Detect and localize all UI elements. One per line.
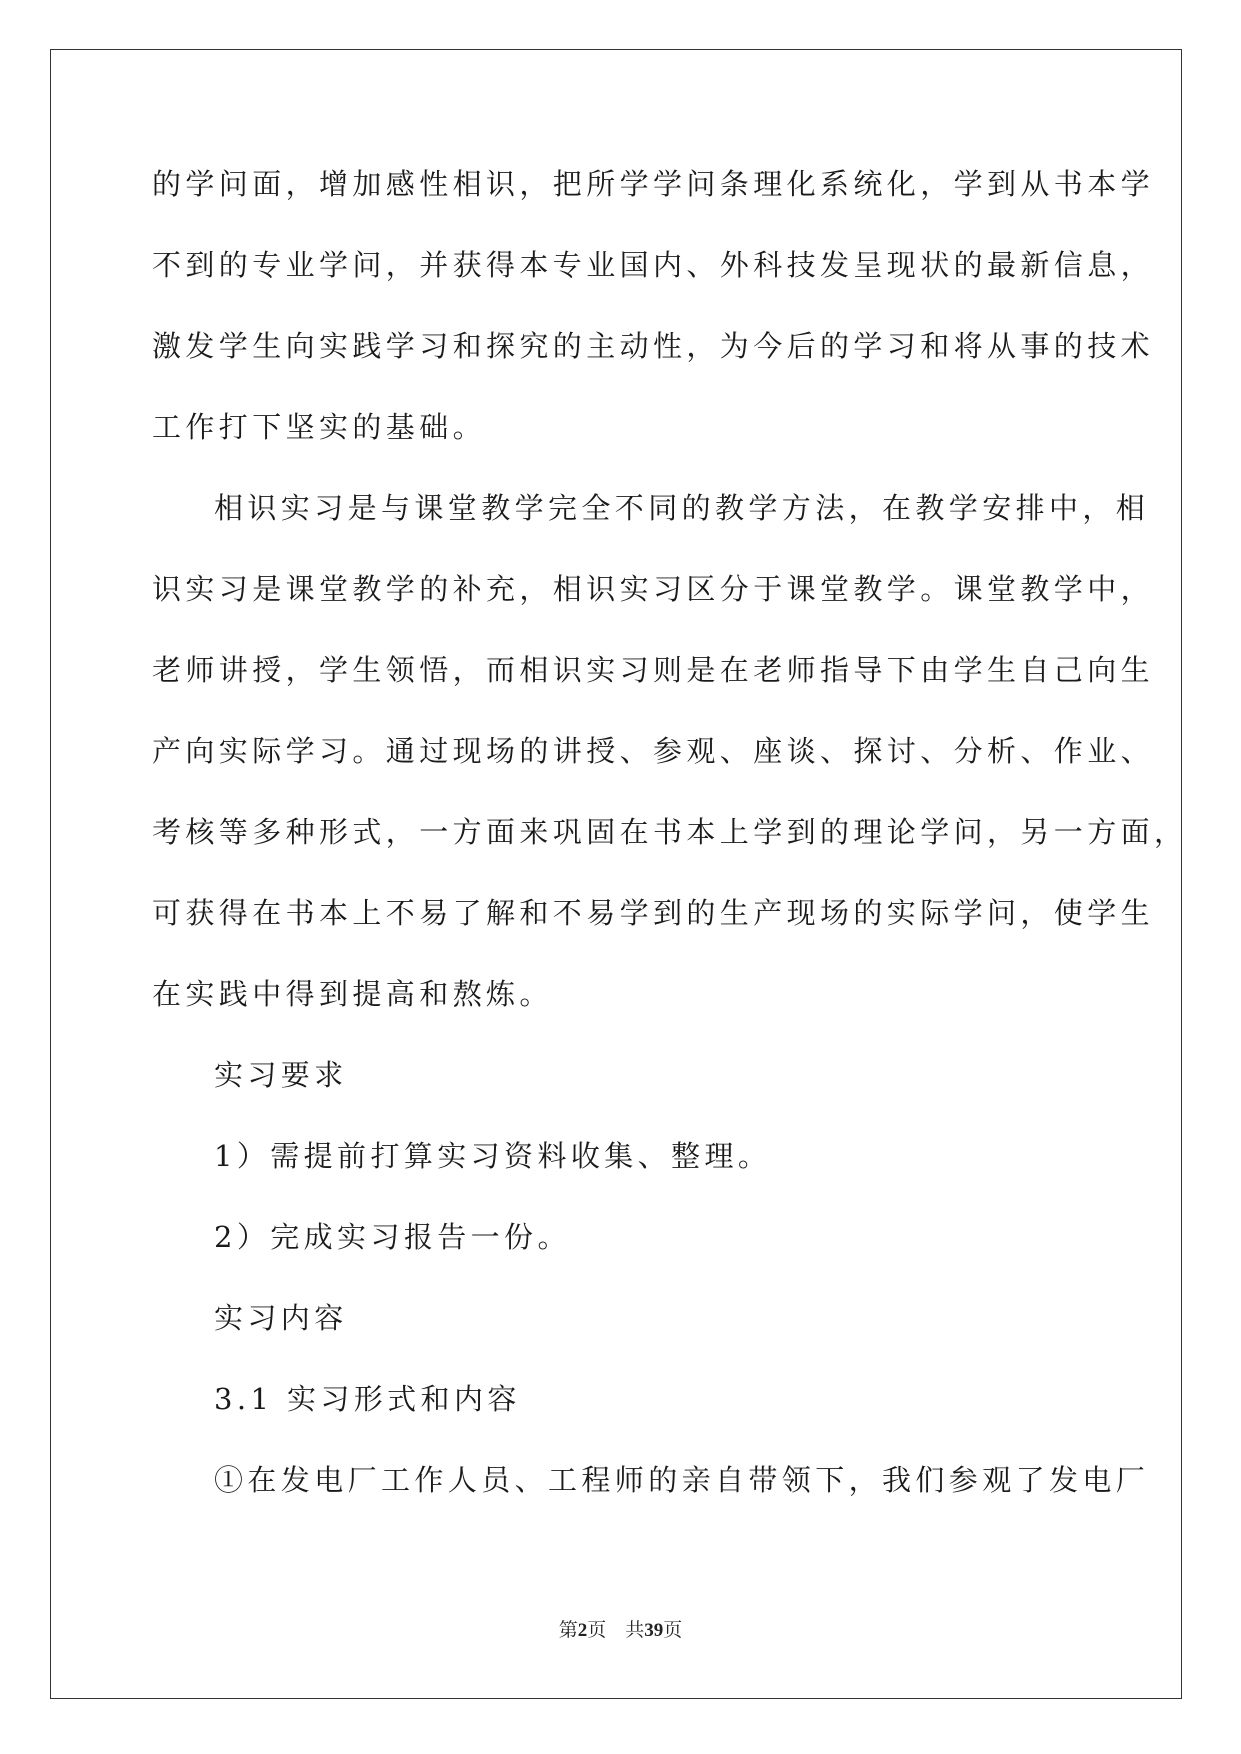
text-line: 不到的专业学问，并获得本专业国内、外科技发呈现状的最新信息， (152, 248, 1155, 282)
text-line: 工作打下坚实的基础。 (152, 410, 487, 444)
document-body (152, 165, 1188, 1542)
text-line: 在实践中得到提高和熬炼。 (152, 977, 553, 1011)
text-line: ①在发电厂工作人员、工程师的亲自带领下，我们参观了发电厂 (214, 1463, 1150, 1497)
page-footer (0, 1615, 1241, 1642)
text-line: 老师讲授，学生领悟，而相识实习则是在老师指导下由学生自己向生 (152, 653, 1155, 687)
text-line: 的学问面，增加感性相识，把所学学问条理化系统化，学到从书本学 (152, 167, 1155, 201)
text-line: 可获得在书本上不易了解和不易学到的生产现场的实际学问，使学生 (152, 896, 1155, 930)
text-line: 实习要求 (214, 1058, 348, 1092)
page-suffix: 页 (587, 1620, 607, 1641)
text-line: 2）完成实习报告一份。 (214, 1220, 571, 1254)
text-line: 实习内容 (214, 1301, 348, 1335)
total-suffix: 页 (663, 1620, 683, 1641)
text-line: 考核等多种形式，一方面来巩固在书本上学到的理论学问，另一方面， (152, 815, 1188, 849)
total-prefix: 共 (625, 1620, 645, 1641)
text-line: 激发学生向实践学习和探究的主动性，为今后的学习和将从事的技术 (152, 329, 1155, 363)
text-line: 3.1 实习形式和内容 (214, 1382, 521, 1416)
page-prefix: 第 (558, 1620, 578, 1641)
text-line: 识实习是课堂教学的补充，相识实习区分于课堂教学。课堂教学中， (152, 572, 1155, 606)
page-number: 2 (577, 1620, 588, 1641)
total-pages: 39 (644, 1620, 664, 1641)
text-line: 相识实习是与课堂教学完全不同的教学方法，在教学安排中，相 (214, 491, 1150, 525)
text-line: 产向实际学习。通过现场的讲授、参观、座谈、探讨、分析、作业、 (152, 734, 1155, 768)
text-line: 1）需提前打算实习资料收集、整理。 (214, 1139, 772, 1173)
